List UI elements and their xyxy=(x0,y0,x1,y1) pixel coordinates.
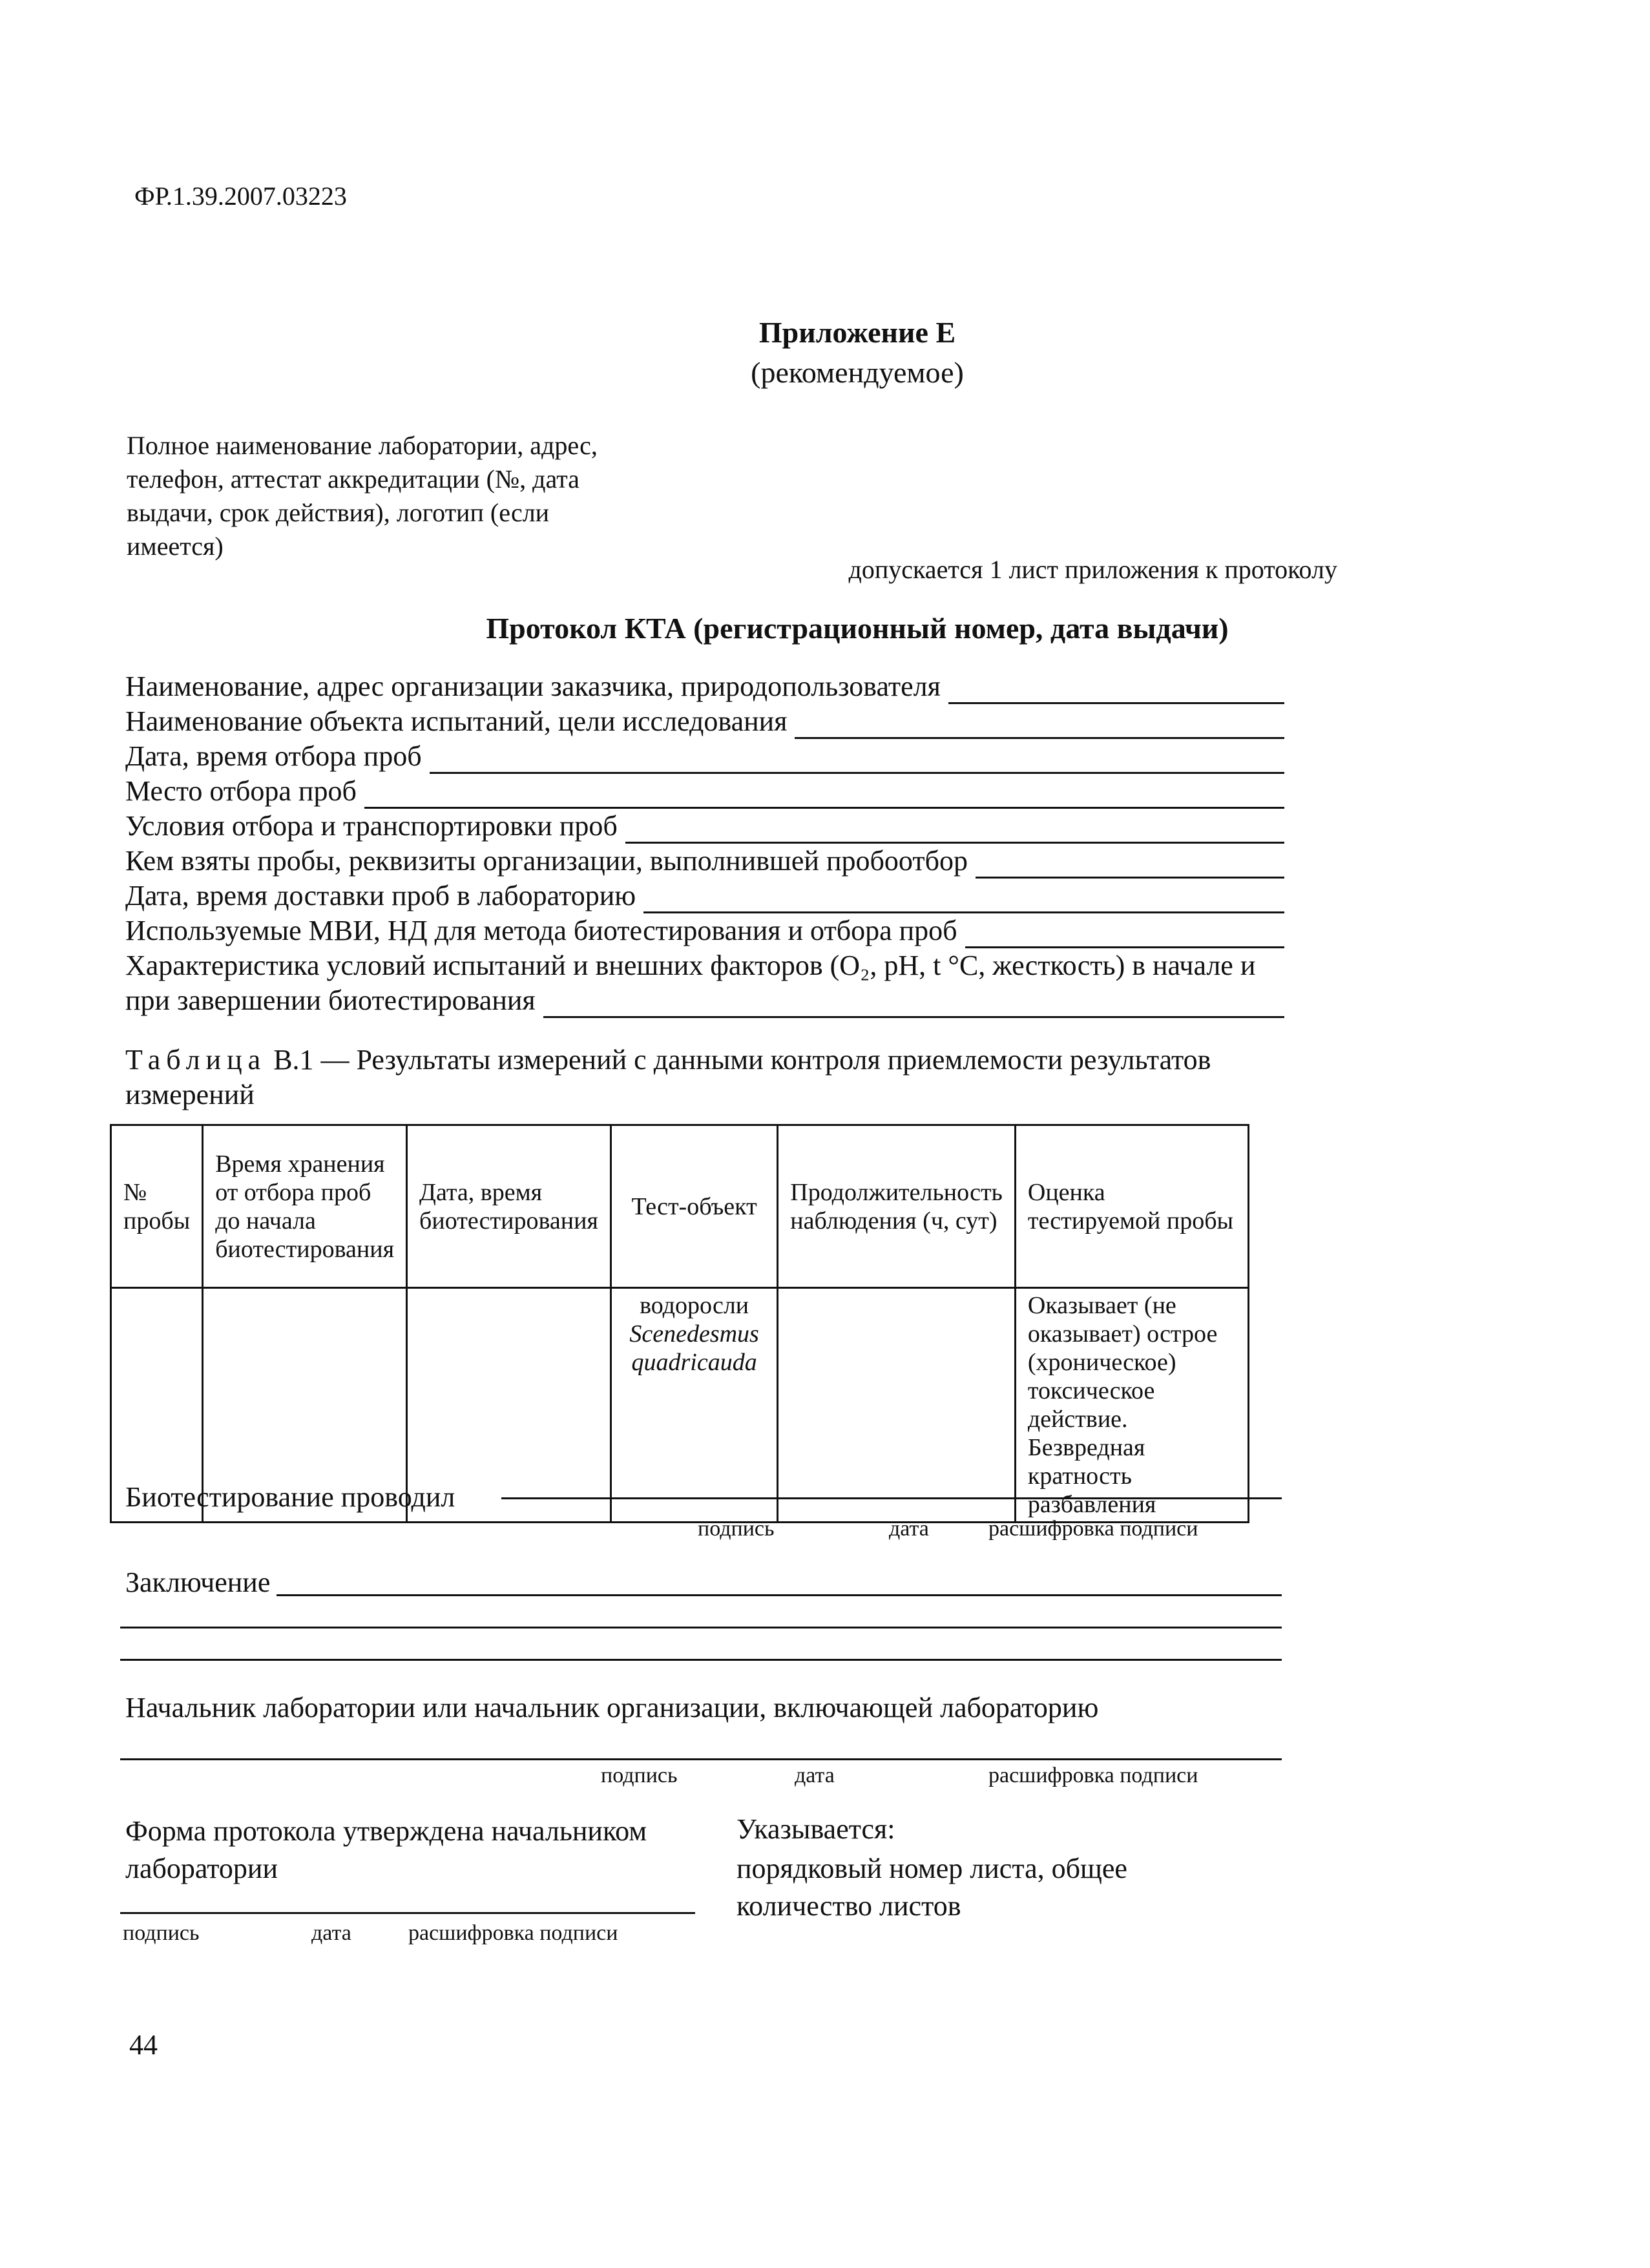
field-customer xyxy=(125,669,1284,704)
field-methods xyxy=(125,913,1284,948)
header-sample-number: № пробы xyxy=(111,1125,203,1288)
cell-duration[interactable] xyxy=(778,1288,1016,1523)
field-delivery-date xyxy=(125,879,1284,913)
conclusion-line-2[interactable] xyxy=(120,1627,1282,1628)
form-approved-decode-caption: расшифровка подписи xyxy=(408,1921,618,1945)
fill-line[interactable] xyxy=(948,678,1284,704)
fill-line[interactable] xyxy=(965,922,1284,948)
results-table xyxy=(110,1124,1249,1523)
document-code: ФР.1.39.2007.03223 xyxy=(134,182,347,211)
form-approved-signature-line[interactable] xyxy=(120,1912,695,1914)
head-date-caption: дата xyxy=(795,1763,835,1787)
form-approved-sign-caption: подпись xyxy=(123,1921,200,1945)
header-test-object: Тест-объект xyxy=(611,1125,777,1288)
table-caption xyxy=(125,1043,1301,1112)
field-label: Используемые МВИ, НД для метода биотестирования и отбора проб xyxy=(125,915,957,946)
test-object-line: водоросли xyxy=(640,1292,749,1319)
field-sampling-place xyxy=(125,774,1284,809)
conclusion-label: Заключение xyxy=(125,1566,271,1598)
laboratory-info-note: Полное наименование лаборатории, адрес, телефон, аттестат аккредитации (№, дата выдачи, срок действия), логотип (если имеется) xyxy=(127,431,598,561)
field-label: Место отбора проб xyxy=(125,775,357,807)
fill-line[interactable] xyxy=(795,713,1284,739)
form-approved-text: Форма протокола утверждена начальником лаборатории xyxy=(125,1815,647,1884)
table-caption-prefix: Таблица xyxy=(125,1044,267,1076)
biotest-date-caption: дата xyxy=(889,1517,929,1541)
field-transport-conditions xyxy=(125,809,1284,844)
appendix-title: Приложение Е xyxy=(758,316,956,349)
cell-assessment: Оказывает (не оказывает) острое (хроническое) токсическое действие. Безвредная кратность разбавления xyxy=(1015,1288,1248,1523)
test-object-species: quadricauda xyxy=(631,1349,757,1376)
head-label: Начальник лаборатории или начальник организации, включающей лабораторию xyxy=(125,1692,1099,1723)
header-duration: Продолжительность наблюдения (ч, сут) xyxy=(778,1125,1016,1288)
head-signature-line[interactable] xyxy=(120,1758,1282,1760)
head-decode-caption: расшифровка подписи xyxy=(988,1763,1198,1787)
fill-line[interactable] xyxy=(364,782,1284,809)
field-label: Условия отбора и транспортировки проб xyxy=(125,810,618,842)
header-test-date: Дата, время биотестирования xyxy=(407,1125,611,1288)
test-object-genus: Scenedesmus xyxy=(629,1320,759,1347)
head-sign-caption: подпись xyxy=(601,1763,678,1787)
field-label: при завершении биотестирования xyxy=(125,984,536,1016)
header-storage-time: Время хранения от отбора проб до начала биотестирования xyxy=(203,1125,407,1288)
fill-line[interactable] xyxy=(543,992,1284,1018)
protocol-fields xyxy=(125,669,1284,1018)
field-label: Дата, время отбора проб xyxy=(125,740,422,772)
indicated-title: Указывается: xyxy=(736,1813,895,1845)
cell-test-object xyxy=(611,1288,777,1523)
protocol-title: Протокол КТА (регистрационный номер, дата выдачи) xyxy=(486,612,1229,645)
biotest-signature-line[interactable] xyxy=(501,1497,1282,1499)
fill-line[interactable] xyxy=(976,852,1284,879)
field-sampler xyxy=(125,844,1284,879)
biotest-sign-caption: подпись xyxy=(698,1517,775,1541)
field-label: Наименование объекта испытаний, цели исследования xyxy=(125,705,788,737)
table-header-row xyxy=(111,1125,1249,1288)
fill-line[interactable] xyxy=(625,817,1284,844)
fill-line[interactable] xyxy=(430,747,1284,774)
biotest-label: Биотестирование проводил xyxy=(125,1481,455,1513)
form-approved-date-caption: дата xyxy=(311,1921,351,1945)
field-conditions xyxy=(125,983,1284,1018)
table-caption-text: В.1 — Результаты измерений с данными контроля приемлемости результатов измерений xyxy=(125,1044,1211,1110)
biotest-decode-caption: расшифровка подписи xyxy=(988,1517,1198,1541)
appendix-allowed-note: допускается 1 лист приложения к протоколу xyxy=(848,555,1337,584)
field-test-object xyxy=(125,704,1284,739)
field-label: Наименование, адрес организации заказчика, природопользователя xyxy=(125,671,941,702)
appendix-subtitle: (рекомендуемое) xyxy=(751,356,964,389)
field-conditions-line1: Характеристика условий испытаний и внешних факторов (O₂, pH, t °C, жесткость) в начале и xyxy=(125,950,1256,981)
field-sampling-date xyxy=(125,739,1284,774)
indicated-text: порядковый номер листа, общее количество листов xyxy=(736,1853,1127,1922)
page-number: 44 xyxy=(129,2029,158,2061)
field-label: Дата, время доставки проб в лабораторию xyxy=(125,880,636,911)
field-label: Кем взяты пробы, реквизиты организации, выполнившей пробоотбор xyxy=(125,845,968,877)
conclusion-line-1[interactable] xyxy=(277,1594,1282,1596)
fill-line[interactable] xyxy=(643,887,1284,913)
header-assessment: Оценка тестируемой пробы xyxy=(1015,1125,1248,1288)
conclusion-line-3[interactable] xyxy=(120,1659,1282,1661)
